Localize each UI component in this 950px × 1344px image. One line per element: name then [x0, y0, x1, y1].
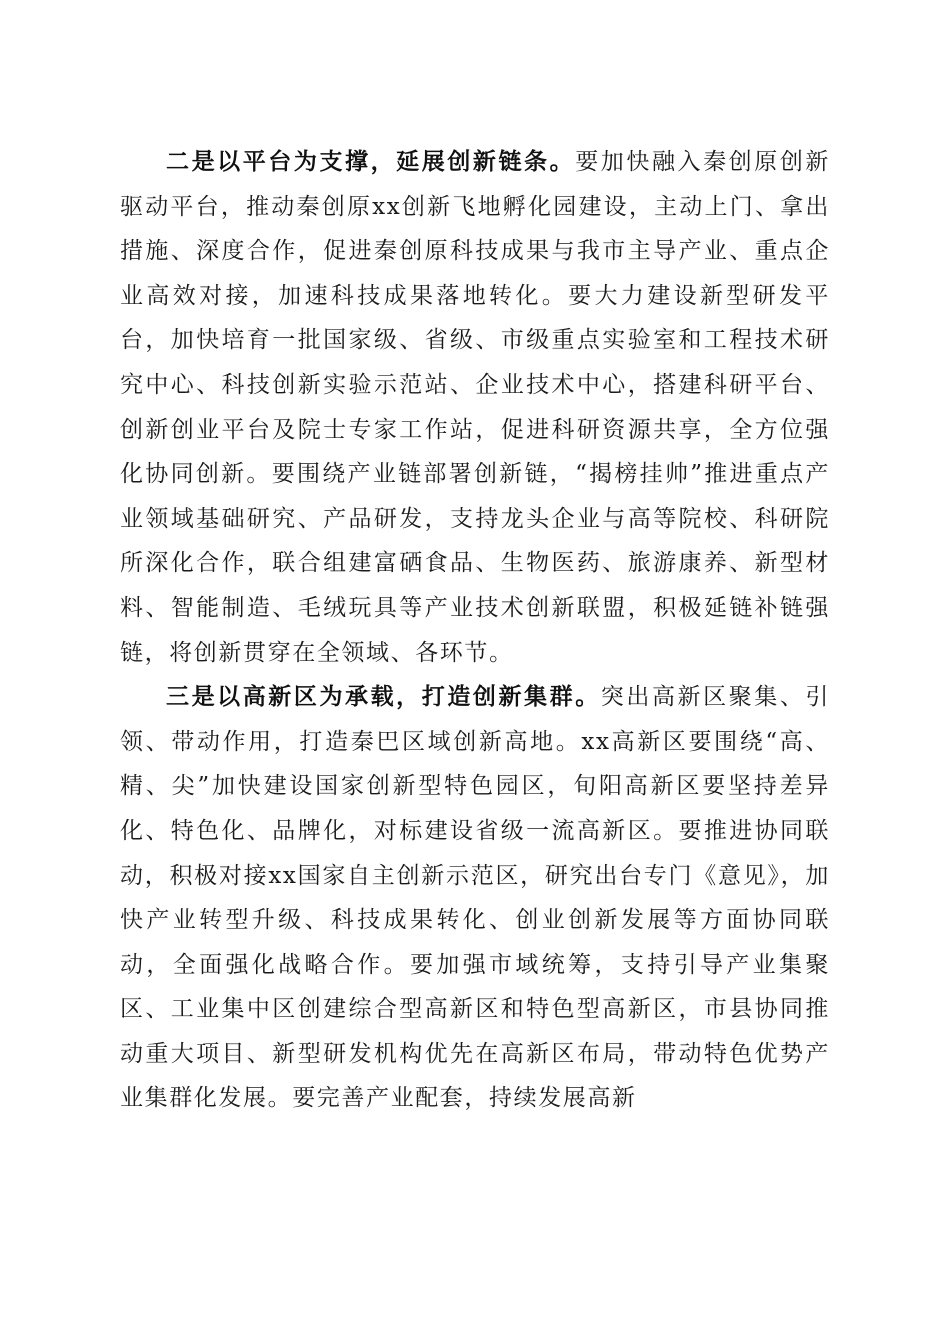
paragraph-text: 要加快融入秦创原创新驱动平台，推动秦创原xx创新飞地孵化园建设，主动上门、拿出措施、深度合作，促进秦创原科技成果与我市主导产业、重点企业高效对接，加速科技成果落地转化。要大力建设新型研发平台，加快培育一批国家级、省级、市级重点实验室和工程技术研究中心、科技创新实验示范站、企业技术中心，搭建科研平台、创新创业平台及院士专家工作站，促进科研资源共享，全方位强化协同创新。要围绕产业链部署创新链，“揭榜挂帅”推进重点产业领域基础研究、产品研发，支持龙头企业与高等院校、科研院所深化合作，联合组建富硒食品、生物医药、旅游康养、新型材料、智能制造、毛绒玩具等产业技术创新联盟，积极延链补链强链，将创新贯穿在全领域、各环节。 — [120, 149, 830, 666]
paragraph-heading: 三是以高新区为承载，打造创新集群。 — [166, 684, 601, 711]
document-body — [120, 140, 830, 1121]
paragraph-text: 突出高新区聚集、引领、带动作用，打造秦巴区域创新高地。xx高新区要围绕“高、精、尖”加快建设国家创新型特色园区，旬阳高新区要坚持差异化、特色化、品牌化，对标建设省级一流高新区。要推进协同联动，积极对接xx国家自主创新示范区，研究出台专门《意见》，加快产业转型升级、科技成果转化、创业创新发展等方面协同联动，全面强化战略合作。要加强市域统筹，支持引导产业集聚区、工业集中区创建综合型高新区和特色型高新区，市县协同推动重大项目、新型研发机构优先在高新区布局，带动特色优势产业集群化发展。要完善产业配套，持续发展高新 — [120, 684, 831, 1112]
paragraph-high-tech-zone — [120, 675, 830, 1121]
paragraph-platform-support — [120, 140, 830, 675]
paragraph-heading: 二是以平台为支撑，延展创新链条。 — [166, 149, 576, 175]
